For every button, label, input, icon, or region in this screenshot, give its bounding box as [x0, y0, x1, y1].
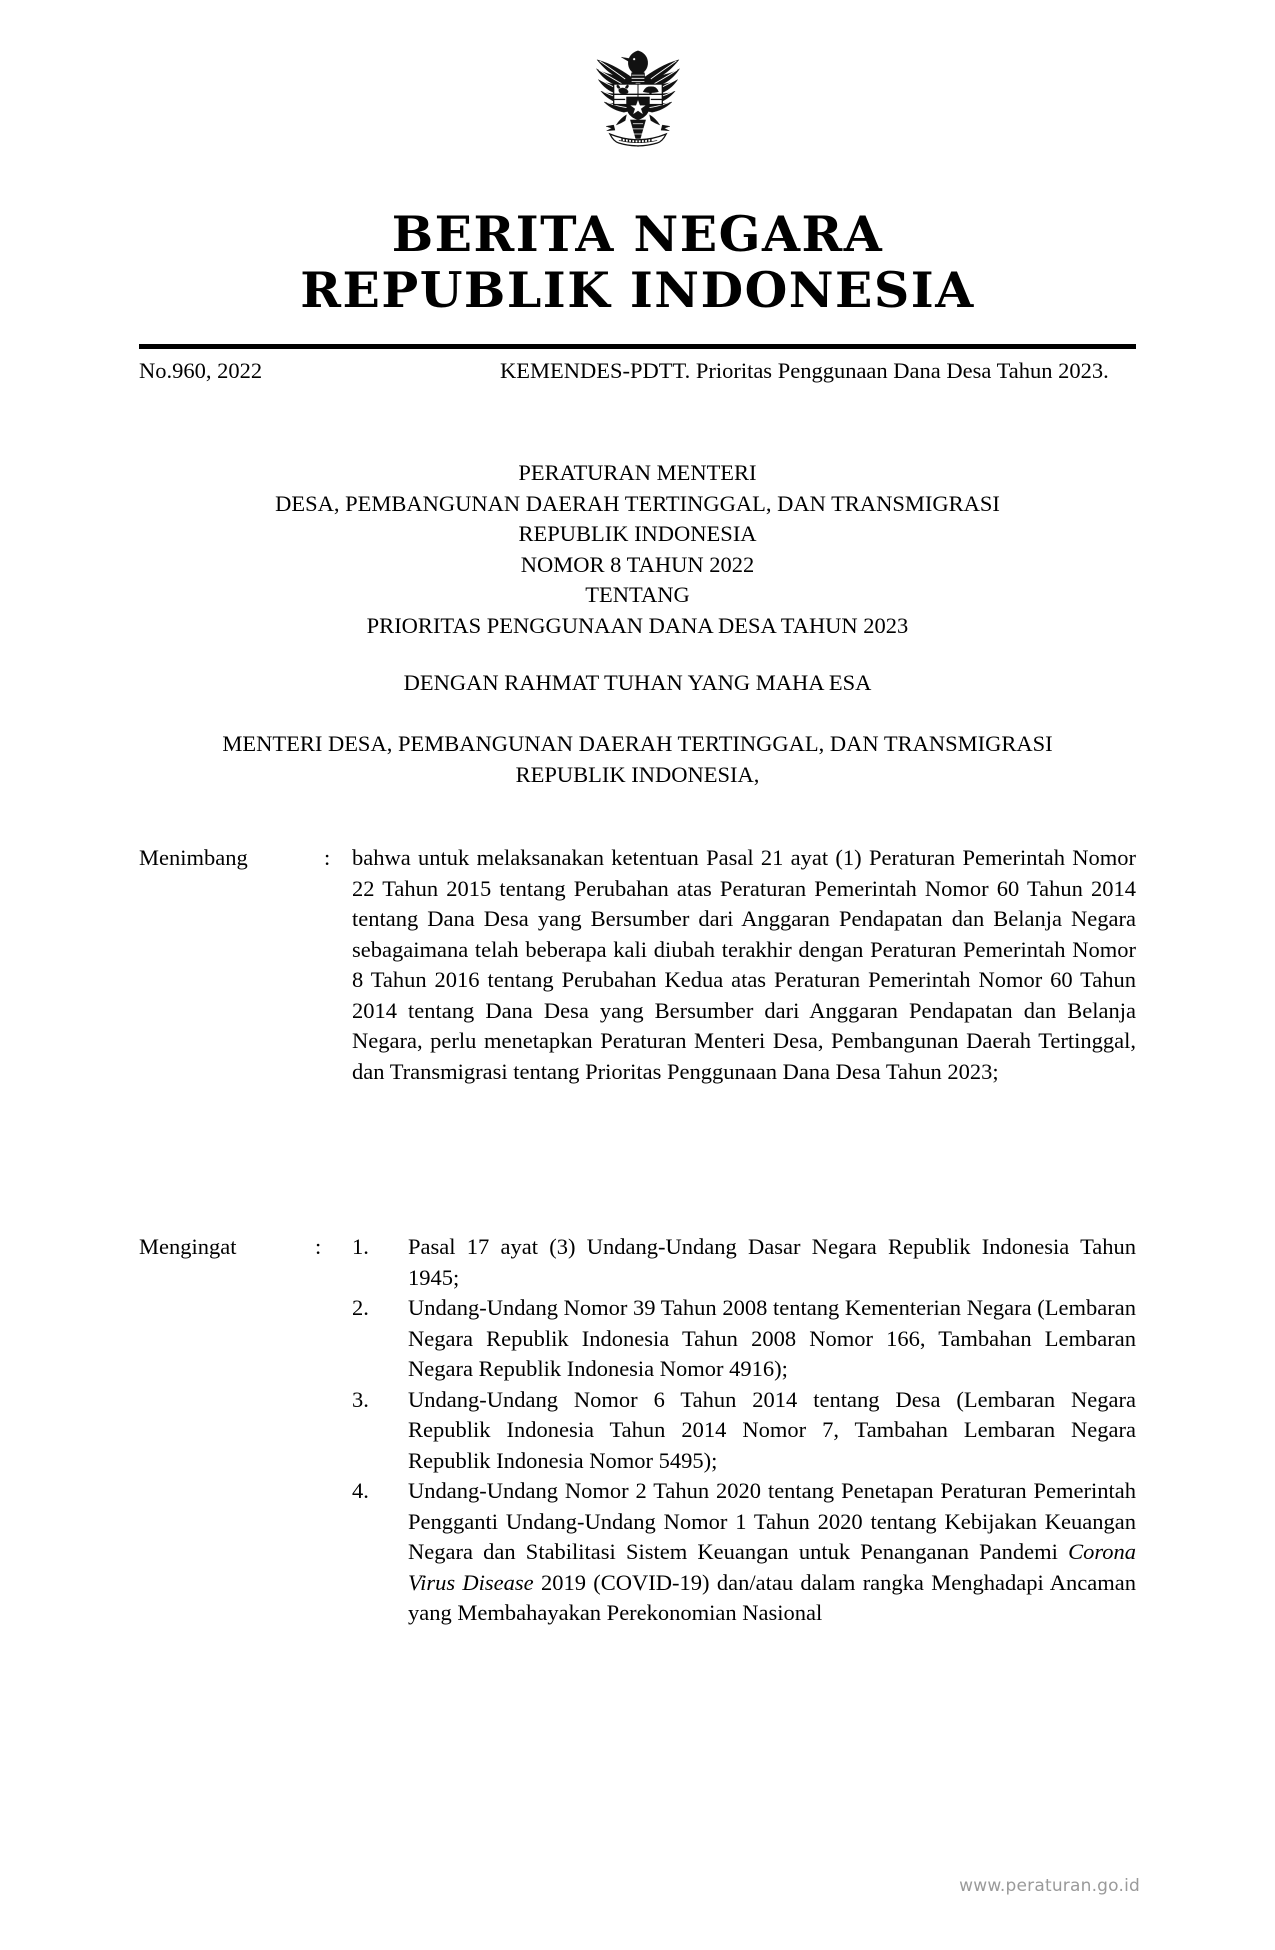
title-line-6: PRIORITAS PENGGUNAAN DANA DESA TAHUN 2023 — [366, 612, 909, 638]
masthead-line-2: REPUBLIK INDONESIA — [300, 261, 975, 319]
list-item — [352, 1232, 1136, 1293]
issuing-authority — [110, 729, 1165, 790]
title-line-5: TENTANG — [585, 582, 690, 607]
emblem-container — [0, 38, 1275, 171]
list-item-text: Undang-Undang Nomor 39 Tahun 2008 tentang Kementerian Negara (Lembaran Negara Republik Indonesia Tahun 2008 Nomor 166, Tambahan Lembaran Negara Republik Indonesia Nomor 4916); — [408, 1295, 1136, 1381]
list-item-text-before: Undang-Undang Nomor 2 Tahun 2020 tentang Penetapan Peraturan Pemerintah Pengganti Undang-Undang Nomor 1 Tahun 2020 tentang Kebijakan Keuangan Negara dan Stabilitasi Sistem Keuangan untuk Penanganan Pandemi — [408, 1478, 1136, 1564]
gazette-description: KEMENDES-PDTT. Prioritas Penggunaan Dana Desa Tahun 2023. — [500, 358, 1109, 383]
masthead — [0, 206, 1275, 318]
list-item-number: 2. — [352, 1295, 369, 1320]
mengingat-list — [352, 1232, 1136, 1629]
header-divider — [139, 344, 1136, 349]
mengingat-colon: : — [315, 1234, 322, 1259]
list-item-text: Pasal 17 ayat (3) Undang-Undang Dasar Negara Republik Indonesia Tahun 1945; — [408, 1234, 1136, 1290]
authority-line-1: MENTERI DESA, PEMBANGUNAN DAERAH TERTINGGAL, DAN TRANSMIGRASI — [222, 731, 1053, 756]
list-item-number: 4. — [352, 1478, 369, 1503]
regulation-title-block — [139, 458, 1136, 641]
list-item-number: 3. — [352, 1386, 369, 1412]
mengingat-list-container — [352, 1232, 1136, 1629]
gazette-number: No.960, 2022 — [139, 358, 263, 383]
list-item — [352, 1476, 1136, 1629]
footer-watermark: www.peraturan.go.id — [959, 1876, 1140, 1896]
list-item-text: Undang-Undang Nomor 6 Tahun 2014 tentang Desa (Lembaran Negara Republik Indonesia Tahun 2014 Nomor 7, Tambahan Lembaran Negara Republik Indonesia Nomor 5495); — [408, 1386, 1136, 1473]
gazette-header-row — [139, 356, 1136, 386]
title-line-2: DESA, PEMBANGUNAN DAERAH TERTINGGAL, DAN TRANSMIGRASI — [275, 490, 1000, 516]
menimbang-clause — [139, 843, 1136, 1087]
title-line-3: REPUBLIK INDONESIA — [518, 521, 757, 546]
masthead-line-1: BERITA NEGARA — [391, 205, 884, 263]
list-item-text-italic: Corona Virus Disease — [408, 1539, 1136, 1595]
mengingat-label: Mengingat — [139, 1234, 237, 1259]
list-item-text-after: 2019 (COVID-19) dan/atau dalam rangka Menghadapi Ancaman yang Membahayakan Perekonomian Nasional — [408, 1569, 1136, 1625]
list-item-text — [408, 1476, 1136, 1629]
blessing-line: DENGAN RAHMAT TUHAN YANG MAHA ESA — [403, 670, 872, 695]
mengingat-clause — [139, 1232, 1136, 1629]
title-line-4: NOMOR 8 TAHUN 2022 — [520, 551, 755, 577]
menimbang-text: bahwa untuk melaksanakan ketentuan Pasal 21 ayat (1) Peraturan Pemerintah Nomor 22 Tahun 2015 tentang Perubahan atas Peraturan Pemerintah Nomor 60 Tahun 2014 tentang Dana Desa yang Bersumber dari Anggaran Pendapatan dan Belanja Negara sebagaimana telah beberapa kali diubah terakhir dengan Peraturan Pemerintah Nomor 8 Tahun 2016 tentang Perubahan Kedua atas Peraturan Pemerintah Nomor 60 Tahun 2014 tentang Dana Desa yang Bersumber dari Anggaran Pendapatan dan Belanja Negara, perlu menetapkan Peraturan Menteri Desa, Pembangunan Daerah Tertinggal, dan Transmigrasi tentang Prioritas Penggunaan Dana Desa Tahun 2023; — [352, 845, 1136, 1084]
list-item — [352, 1293, 1136, 1385]
garuda-pancasila-emblem — [574, 38, 702, 166]
title-line-1: PERATURAN MENTERI — [518, 460, 757, 485]
list-item — [352, 1385, 1136, 1477]
list-item-number: 1. — [352, 1234, 369, 1259]
menimbang-colon: : — [324, 845, 331, 870]
authority-line-2: REPUBLIK INDONESIA, — [515, 761, 760, 787]
menimbang-label: Menimbang — [139, 845, 248, 870]
